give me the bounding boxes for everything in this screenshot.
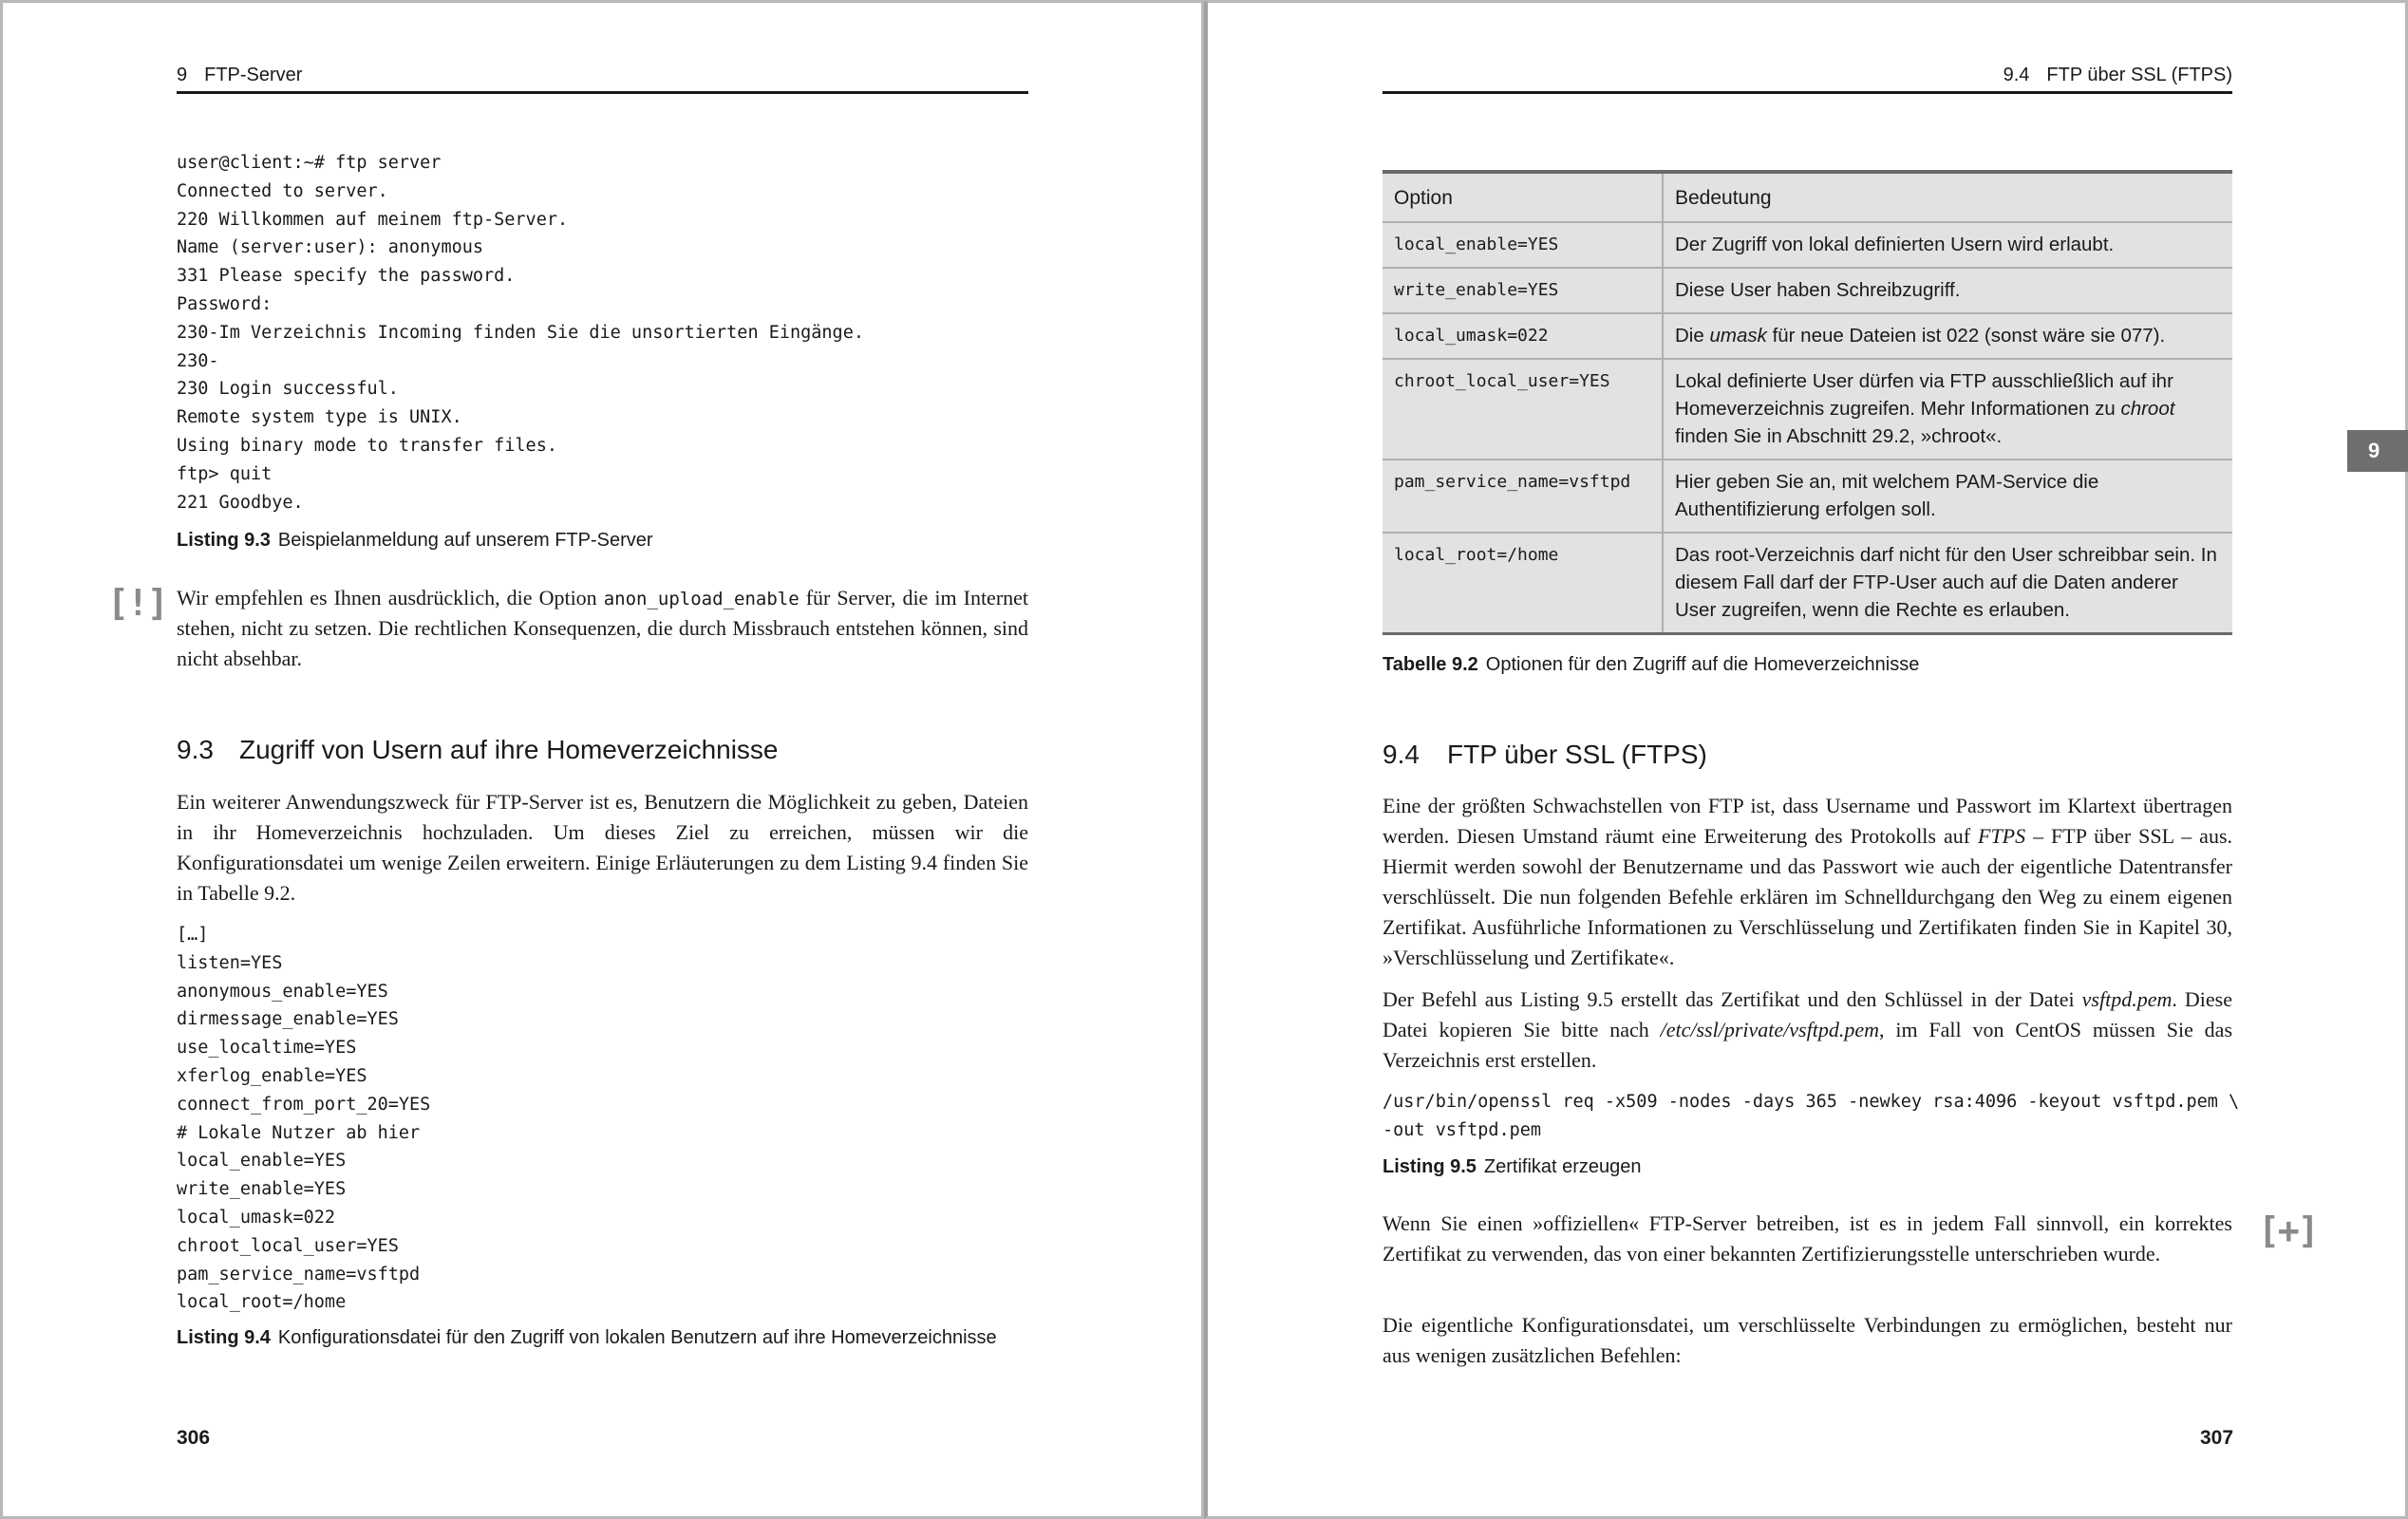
table-row: [1383, 359, 2232, 459]
listing-9-3: [177, 149, 1028, 516]
closing-paragraph: Die eigentliche Konfigurationsdatei, um verschlüsselte Verbindungen zu ermöglichen, besteht nur aus wenigen zusätzlichen Befehlen:: [1383, 1313, 2232, 1367]
listing-9-5-code: /usr/bin/openssl req -x509 -nodes -days 365 -newkey rsa:4096 -keyout vsftpd.pem \ -out vsftpd.pem: [1383, 1092, 2240, 1140]
caption-label: Listing 9.4: [177, 1327, 271, 1348]
section-number: 9.4: [2003, 65, 2030, 85]
caption-text: Beispielanmeldung auf unserem FTP-Server: [277, 530, 653, 551]
caption-text: Konfigurationsdatei für den Zugriff von lokalen Benutzern auf ihre Homeverzeichnisse: [277, 1327, 997, 1348]
listing-9-3-caption: [177, 528, 1028, 553]
chapter-thumb-tab: 9: [2347, 430, 2408, 472]
table-header-row: [1383, 172, 2232, 222]
paragraph-text: . Diese Datei kopieren Sie bitte nach: [1383, 987, 2232, 1041]
running-head-right: [1383, 64, 2232, 94]
meaning-emphasis: umask: [1709, 325, 1767, 347]
section-number: 9.4: [1383, 740, 1420, 769]
warning-paragraph: [177, 583, 1028, 674]
page-number-left: 306: [177, 1427, 211, 1449]
option-cell: chroot_local_user=YES: [1383, 359, 1663, 459]
section-title: FTP über SSL (FTPS): [2046, 65, 2232, 85]
meaning-cell: [1663, 313, 2232, 359]
section-9-4-paragraph-2: [1383, 985, 2232, 1076]
listing-9-3-code: user@client:~# ftp server Connected to server. 220 Willkommen auf meinem ftp-Server. Name (server:user): anonymous 331 Please specify the password. Password: 230-Im Verzeichnis Incoming finden Sie die unsortierten Eingänge. 230- 230 Login successful. Remote system type is UNIX. Using binary mode to transfer files. ftp> quit 221 Goodbye.: [177, 153, 864, 513]
option-cell: local_root=/home: [1383, 533, 1663, 634]
section-9-3-paragraph: Ein weiterer Anwendungszweck für FTP-Server ist es, Benutzern die Möglichkeit zu geben, Dateien in ihr Homeverzeichnis hochzuladen. Um dieses Ziel zu erreichen, müssen wir die Konfigurationsdatei um wenige Zeilen erweitern. Einige Erläuterungen zu dem Listing 9.4 finden Sie in Tabelle 9.2.: [177, 790, 1028, 905]
section-heading-9-3: [177, 734, 1028, 766]
caption-label: Listing 9.3: [177, 530, 271, 551]
meaning-text: für neue Dateien ist 022 (sonst wäre sie 077).: [1772, 325, 2166, 347]
right-page: [1204, 0, 2408, 1519]
chapter-title: FTP-Server: [204, 65, 303, 85]
listing-9-4: [177, 921, 1028, 1317]
paragraph-emphasis: FTPS: [1978, 824, 2026, 848]
tip-paragraph: Wenn Sie einen »offiziellen« FTP-Server betreiben, ist es in jedem Fall sinnvoll, ein korrektes Zertifikat zu verwenden, das von einer bekannten Zertifizierungsstelle unterschrieben wurde.: [1383, 1211, 2232, 1266]
section-title: FTP über SSL (FTPS): [1447, 740, 1707, 769]
meaning-cell: Diese User haben Schreibzugriff.: [1663, 268, 2232, 313]
page-number-right: 307: [2200, 1427, 2234, 1449]
meaning-cell: Hier geben Sie an, mit welchem PAM-Service die Authentifizierung erfolgen soll.: [1663, 459, 2232, 533]
options-table: [1383, 170, 2232, 635]
paragraph-text: Der Befehl aus Listing 9.5 erstellt das Zertifikat und den Schlüssel in der Datei: [1383, 987, 2075, 1011]
file-path: /etc/ssl/private/vsftpd.pem: [1660, 1018, 1879, 1041]
option-cell: local_enable=YES: [1383, 222, 1663, 268]
section-number: 9.3: [177, 735, 214, 764]
meaning-cell: [1663, 359, 2232, 459]
running-head-left: [177, 64, 1028, 94]
paragraph-text: – FTP über SSL – aus. Hiermit werden sowohl der Benutzername und das Passwort wie auch der eigentliche Datentransfer verschlüsselt. Die nun folgenden Befehle erklären im Schnelldurchgang den Weg zu einem eigenen Zertifikat. Ausführliche Informationen zu Verschlüsselung und Zertifikaten finden Sie in Kapitel 30, »Verschlüsselung und Zertifikate«.: [1383, 824, 2233, 969]
paragraph-text: Eine der größten Schwachstellen von FTP ist, dass Username und Passwort im Klartext übertragen werden. Diesen Umstand räumt eine Erweiterung des Protokolls auf: [1383, 794, 2232, 848]
paragraph-text: , im Fall von CentOS müssen Sie das Verzeichnis erst erstellen.: [1383, 1018, 2233, 1072]
warning-text-after: für Server, die im Internet stehen, nicht zu setzen. Die rechtlichen Konsequenzen, die durch Missbrauch entstehen können, sind nicht absehbar.: [177, 586, 1029, 670]
table-row: [1383, 533, 2232, 634]
tip-icon: [+]: [2258, 1210, 2318, 1251]
option-cell: write_enable=YES: [1383, 268, 1663, 313]
table-row: [1383, 459, 2232, 533]
listing-9-4-caption: [177, 1325, 1028, 1350]
meaning-text: Lokal definierte User dürfen via FTP ausschließlich auf ihr Homeverzeichnis zugreifen. Mehr Informationen zu: [1675, 370, 2173, 420]
option-cell: pam_service_name=vsftpd: [1383, 459, 1663, 533]
table-row: [1383, 268, 2232, 313]
meaning-cell: Der Zugriff von lokal definierten Usern wird erlaubt.: [1663, 222, 2232, 268]
caption-label: Tabelle 9.2: [1383, 654, 1478, 675]
meaning-emphasis: chroot: [2120, 398, 2175, 420]
warning-text-before: Wir empfehlen es Ihnen ausdrücklich, die Option: [177, 586, 597, 609]
option-cell: local_umask=022: [1383, 313, 1663, 359]
warning-option: anon_upload_enable: [603, 589, 800, 609]
file-name: vsftpd.pem: [2081, 987, 2173, 1011]
table-header-option: Option: [1383, 172, 1663, 222]
table-row: [1383, 222, 2232, 268]
table-header-meaning: Bedeutung: [1663, 172, 2232, 222]
section-heading-9-4: [1383, 739, 2232, 771]
listing-9-4-code: […] listen=YES anonymous_enable=YES dirmessage_enable=YES use_localtime=YES xferlog_enable=YES connect_from_port_20=YES # Lokale Nutzer ab hier local_enable=YES write_enable=YES local_umask=022 chroot_local_user=YES pam_service_name=vsftpd local_root=/home: [177, 925, 431, 1313]
section-9-4-paragraph-1: [1383, 791, 2232, 973]
caption-text: Optionen für den Zugriff auf die Homeverzeichnisse: [1485, 654, 1920, 675]
section-title: Zugriff von Usern auf ihre Homeverzeichnisse: [239, 735, 779, 764]
chapter-number: 9: [177, 65, 188, 85]
meaning-text: finden Sie in Abschnitt 29.2, »chroot«.: [1675, 425, 2003, 447]
caption-text: Zertifikat erzeugen: [1483, 1156, 1642, 1177]
table-9-2-caption: [1383, 652, 2232, 677]
meaning-text: Die: [1675, 325, 1704, 347]
listing-9-5-caption: [1383, 1154, 2232, 1179]
meaning-cell: Das root-Verzeichnis darf nicht für den User schreibbar sein. In diesem Fall darf der FTP-User auch auf die Daten anderer User zugreifen, wenn die Rechte es erlauben.: [1663, 533, 2232, 634]
caption-label: Listing 9.5: [1383, 1156, 1477, 1177]
warning-icon: [!]: [107, 582, 167, 624]
table-row: [1383, 313, 2232, 359]
listing-9-5: [1383, 1088, 2240, 1145]
